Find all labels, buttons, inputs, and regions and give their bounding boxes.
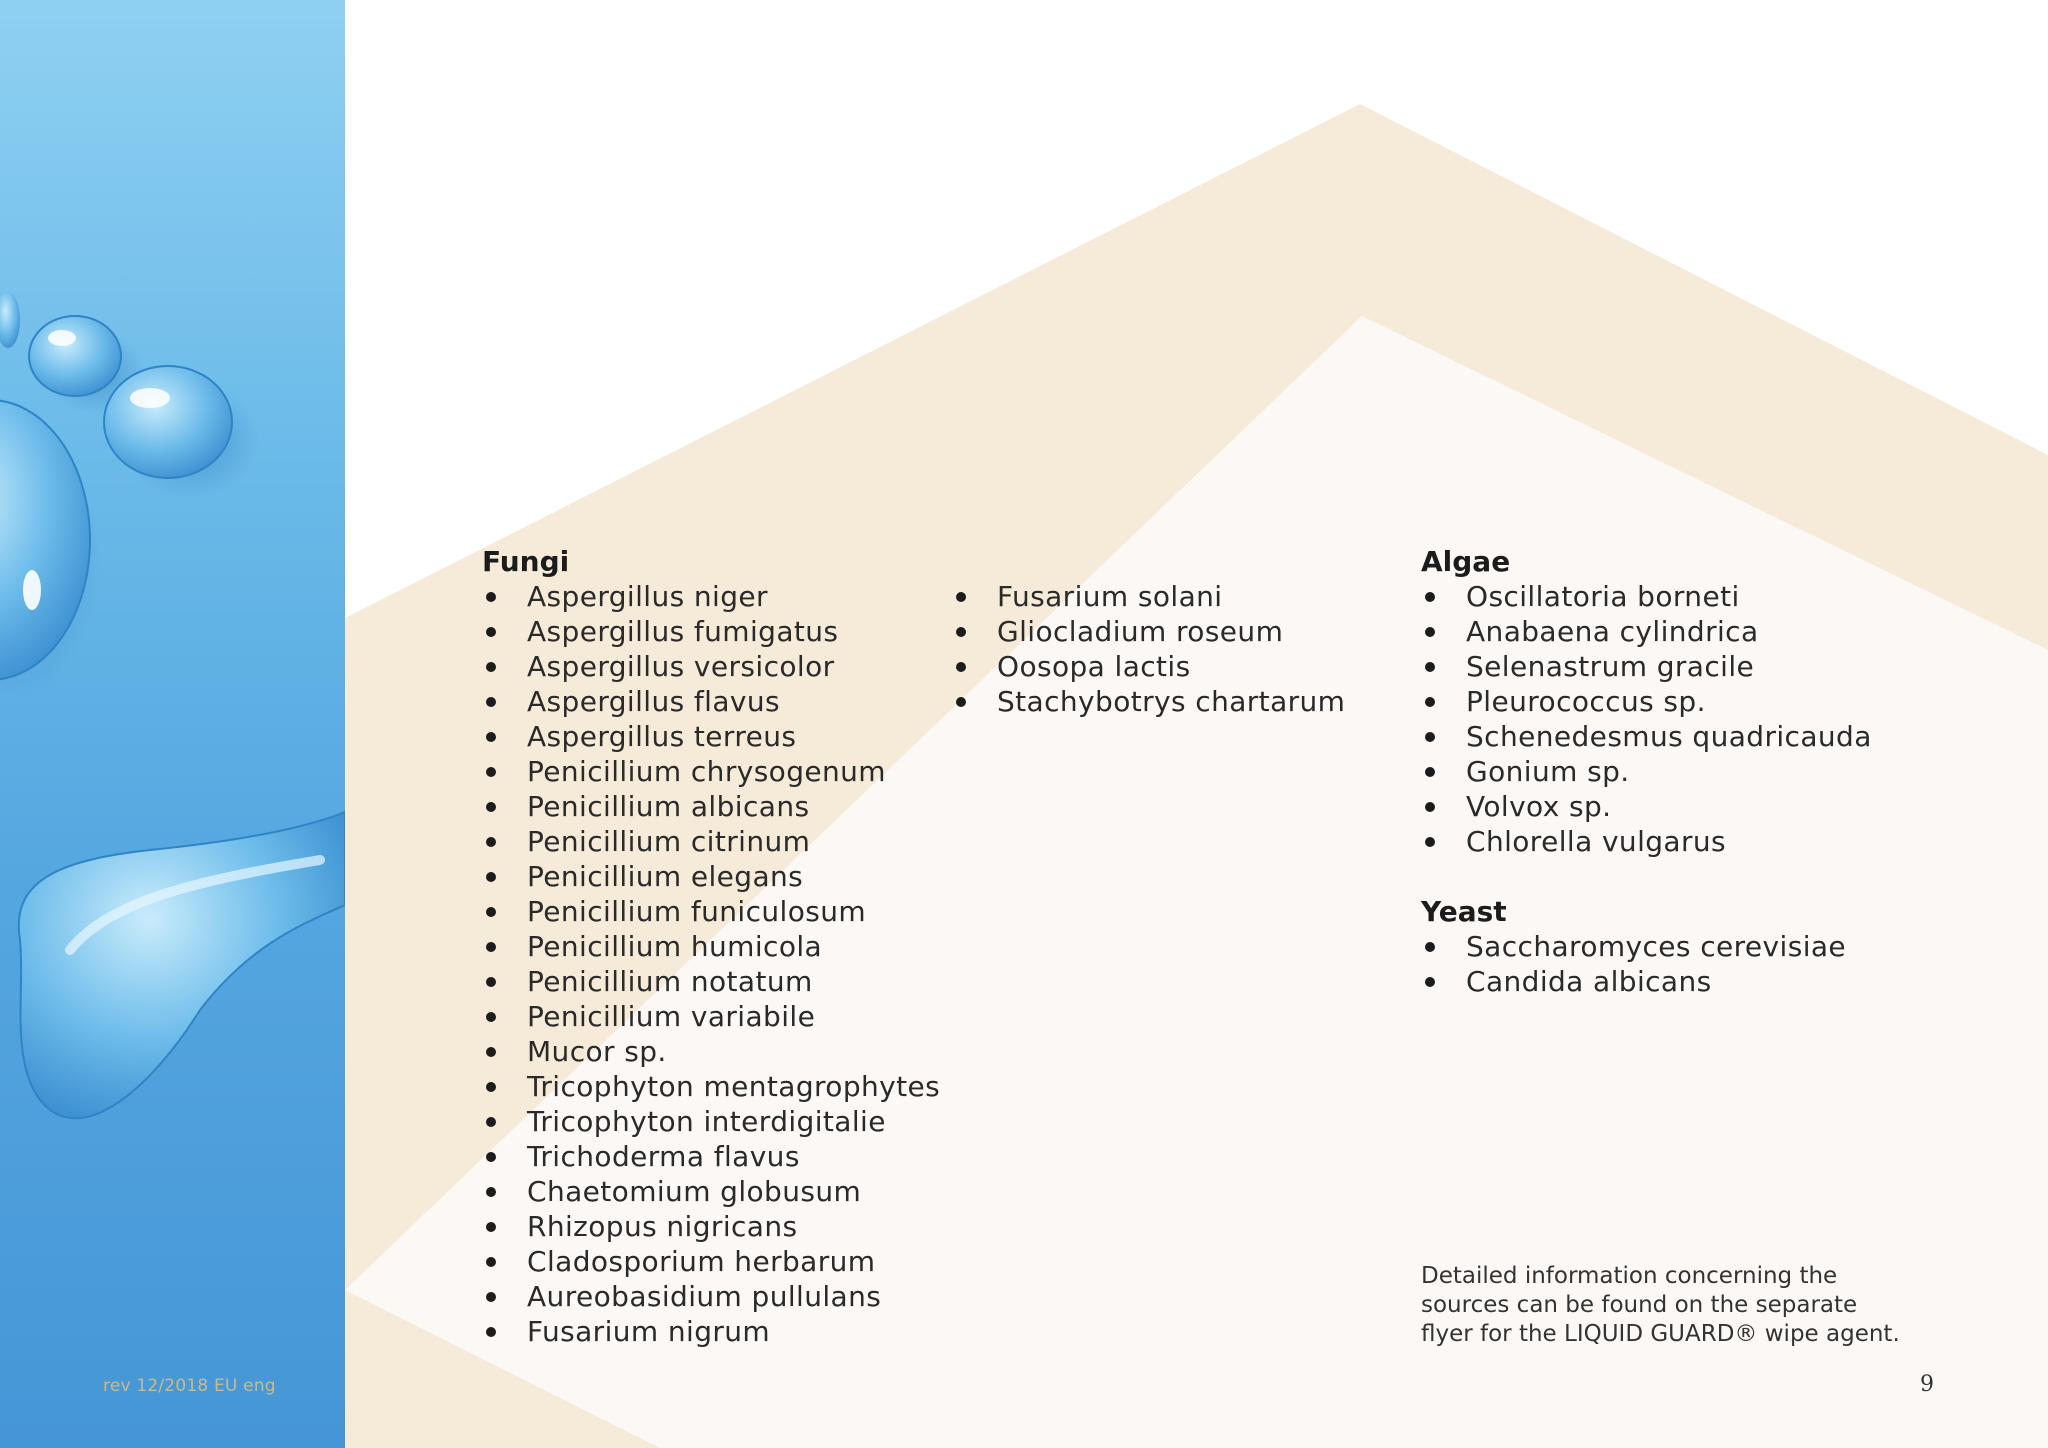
bullet-icon [486, 1117, 496, 1127]
bullet-icon [486, 1292, 496, 1302]
footnote-line: flyer for the LIQUID GUARD® wipe agent. [1421, 1321, 1900, 1347]
list-item: Penicillium variabile [482, 999, 940, 1034]
list-item: Tricophyton mentagrophytes [482, 1069, 940, 1104]
list-item: Cladosporium herbarum [482, 1244, 940, 1279]
bullet-icon [486, 1257, 496, 1267]
fungi-list [482, 579, 940, 1349]
bullet-icon [1425, 732, 1435, 742]
list-item: Volvox sp. [1421, 789, 1872, 824]
list-item: Penicillium citrinum [482, 824, 940, 859]
list-item: Mucor sp. [482, 1034, 940, 1069]
bullet-icon [956, 627, 966, 637]
yeast-heading: Yeast [1421, 895, 1507, 928]
bullet-icon [956, 697, 966, 707]
list-item: Aspergillus niger [482, 579, 940, 614]
bullet-icon [1425, 942, 1435, 952]
bullet-icon [486, 1222, 496, 1232]
fungi-list-continued [952, 579, 1345, 719]
footnote-line: sources can be found on the separate [1421, 1292, 1858, 1318]
list-item: Candida albicans [1421, 964, 1872, 999]
list-item: Fusarium nigrum [482, 1314, 940, 1349]
revision-label: rev 12/2018 EU eng [103, 1376, 276, 1396]
bullet-icon [486, 1152, 496, 1162]
bullet-icon [486, 1047, 496, 1057]
list-item: Aureobasidium pullulans [482, 1279, 940, 1314]
list-item: Anabaena cylindrica [1421, 614, 1872, 649]
bullet-icon [956, 662, 966, 672]
list-item: Penicillium humicola [482, 929, 940, 964]
bullet-icon [1425, 697, 1435, 707]
bullet-icon [1425, 977, 1435, 987]
water-droplets-panel [0, 0, 345, 1448]
yeast-list [1421, 929, 1872, 999]
bullet-icon [1425, 592, 1435, 602]
list-item: Selenastrum gracile [1421, 649, 1872, 684]
algae-yeast-column [1421, 544, 1872, 999]
list-item: Chaetomium globusum [482, 1174, 940, 1209]
list-item: Penicillium elegans [482, 859, 940, 894]
bullet-icon [1425, 627, 1435, 637]
bullet-icon [486, 662, 496, 672]
sources-footnote [1421, 1262, 1901, 1349]
fungi-column [482, 544, 940, 1349]
bullet-icon [486, 592, 496, 602]
bullet-icon [486, 627, 496, 637]
bullet-icon [1425, 767, 1435, 777]
list-item: Saccharomyces cerevisiae [1421, 929, 1872, 964]
bullet-icon [486, 697, 496, 707]
bullet-icon [1425, 802, 1435, 812]
bullet-icon [486, 942, 496, 952]
list-item: Aspergillus fumigatus [482, 614, 940, 649]
page-number: 9 [1920, 1372, 1934, 1397]
list-item: Stachybotrys chartarum [952, 684, 1345, 719]
list-item: Aspergillus versicolor [482, 649, 940, 684]
list-item: Penicillium albicans [482, 789, 940, 824]
list-item: Penicillium notatum [482, 964, 940, 999]
bullet-icon [486, 767, 496, 777]
bullet-icon [1425, 837, 1435, 847]
list-item: Aspergillus terreus [482, 719, 940, 754]
bullet-icon [956, 592, 966, 602]
yeast-section [1421, 894, 1872, 999]
list-item: Oosopa lactis [952, 649, 1345, 684]
list-item: Gonium sp. [1421, 754, 1872, 789]
footnote-line: Detailed information concerning the [1421, 1263, 1838, 1289]
bullet-icon [486, 837, 496, 847]
bullet-icon [486, 732, 496, 742]
bullet-icon [486, 1327, 496, 1337]
bullet-icon [486, 802, 496, 812]
bullet-icon [486, 1012, 496, 1022]
algae-heading: Algae [1421, 545, 1511, 578]
list-item: Pleurococcus sp. [1421, 684, 1872, 719]
list-item: Aspergillus flavus [482, 684, 940, 719]
bullet-icon [486, 907, 496, 917]
bullet-icon [486, 977, 496, 987]
list-item: Penicillium funiculosum [482, 894, 940, 929]
list-item: Tricophyton interdigitalie [482, 1104, 940, 1139]
bullet-icon [486, 1082, 496, 1092]
list-item: Gliocladium roseum [952, 614, 1345, 649]
list-item: Trichoderma flavus [482, 1139, 940, 1174]
water-droplet-image [0, 0, 345, 1448]
list-item: Fusarium solani [952, 579, 1345, 614]
fungi-heading: Fungi [482, 545, 570, 578]
fungi-continued-column [952, 544, 1345, 719]
list-item: Schenedesmus quadricauda [1421, 719, 1872, 754]
algae-list [1421, 579, 1872, 859]
list-item: Penicillium chrysogenum [482, 754, 940, 789]
list-item: Chlorella vulgarus [1421, 824, 1872, 859]
list-item: Rhizopus nigricans [482, 1209, 940, 1244]
list-item: Oscillatoria borneti [1421, 579, 1872, 614]
bullet-icon [486, 872, 496, 882]
bullet-icon [486, 1187, 496, 1197]
bullet-icon [1425, 662, 1435, 672]
